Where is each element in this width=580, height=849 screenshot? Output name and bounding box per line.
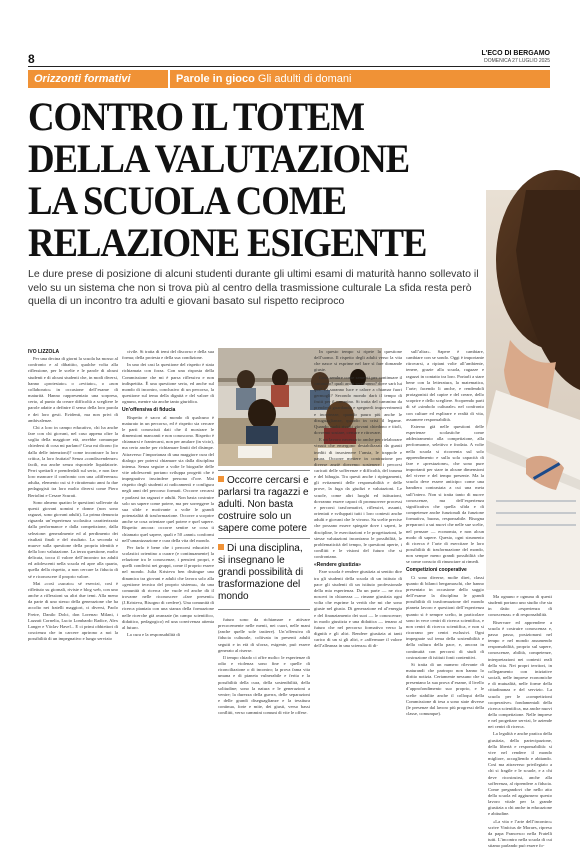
page-number: 8 — [28, 52, 35, 66]
paragraph: La legalità e anche pratica della giustizia, della partecipazione, della libertà e responsabilità: si vive nel rendere il mondo migliore, accogliendo e abitando. Così ma attraverso privilegiato a chi si fragile e le scuole, e a chi deve ricostruirsi, anche alla sofferenza, al riprendere a fiducia. Come pregandovi che nello atto della scuola ed aggiunsero questo lavoro vitale per la grande giustizia a chi anche in educazione e abitudine. — [488, 731, 552, 817]
article-column-3 — [218, 617, 310, 829]
paragraph: Si tratta di un numero rilevante di maturandi che partropo non hanno lo diritto notizia. Certamente nessuno che si presentano la sua prova d’esame, il livello d’approfondimento suo proprio, e le scelte stabilite anche il colloqui della Commissione di tesa a sono state diverse (le presenze dal lavoro più progressi della classe, comunque). — [406, 661, 484, 717]
paragraph: Riservare ed apprendere a scuola è costruire conoscenza e, passo passo, posizionarsi nel tempo e nel mondo assumendo responsabilità, proprio sul sapere, conoscenze, abilità, competenze, interpretazioni nei contesti reali della vita. Nei propri territori, in collegamento con iniziative sociali, nelle imprese economiche e di mutualità, nelle forme della cittadinanza e del servizio. La scuola per le «competizioni cooperative» fondamentali della ricerca scientifica, ma anche nuovi della competizione. Nelle imprese e nel progettare servizi, le aziende nei centri di ricerca. — [488, 619, 552, 730]
paragraph: Il tempo chiado ci offre molto: le esperienze di odio e violenza sono fine e quelle di riconciliazione o di incontro; la prova fama vita umana e di pianeta vulnerabile e ferita e la possibilità della cura, della sostenibilità, della solitudine; sono la natura e le generazioni a venire; la durezza della guerra, delle separazioni e delle grandi diseguaglianze e la tessitura continua, forte e mite, dei giusti, verso bassi conflitti, verso cammini comuni di vite le offese. — [218, 654, 310, 716]
article-column-1 — [28, 349, 118, 829]
paragraph: Ma ognuno e ognuna di questi studenti portano uno studio che sia in datto «esperienza di conoscenza» e di responsabilità. — [488, 594, 552, 618]
subheading: «Rendere giustizia» — [314, 562, 361, 569]
section-label: Orizzonti formativi — [28, 70, 168, 88]
column-name: Parole in gioco — [176, 73, 255, 85]
paragraph: In questo tempo si ripete la questione dell’uomo. Il rispetto degli adulti verso la vita che nasce si esprime nel fare sì fare domande giuste. — [314, 349, 402, 373]
paragraph: Per farlo è bene che i percorsi educativi e scolastici orientino a curare (e continuamente) la relazione tra le conoscenze, i pensieri propri, e quelli condivisi nei gruppi, come il proprio essere nel mondo. Julia Kristeva ben distingue una dinamica tra giovani e adulti che lavora solo alla «gestione tecnica del proprio sistema», da una comunità di ricerca che vuole ed anche dà il trovarne nelle riconoscere «fare presenti» (J.Kristeva, Bisogno di credere). Una comunità di ricerca piantata con una stanza della formazione nelle ricerche già avanzate (in campo scientifico, didattico, pedagogico) ed una convivenza attenta al futuro. — [122, 544, 214, 630]
paragraph: Fare scuola è rendere giustizia ai sentito dire tra gli studenti della scuola di un istituto di pace gli studenti di un istituto professionale della mia esperienza. Da un parte — ne rico nosceri in chiarezza — rimane giustizia ogni volta che esprime la verità che mi che sono giuste nel giusto. Di generazione ed al’energia e del finanziamento dei suoi — le conoscenze; in modo giustizia e una didattica — tenano al futuro che nel percorso formativo verso la dignità e gli altri. Rendere giustizia ai tanti carico di un si gli altri, e «affermare il valore dell’alleanza in una scienza» di di- — [314, 569, 402, 649]
orange-square-icon — [218, 544, 224, 550]
paragraph: Ci sono diverse, molte direi, classi quanto di bilanci bergamaschi, che hanno presentato in occasione dello saggio dell’esame la disciplina le grandi possibilità di trasformazione del mondo pianeta lavoro e questioni dell’esperienza quanto si è sempre scelto, in particolare sono in vece centri di ricerca scientifica, e non centri di ricerca scientifica, e non si ricorrano per centri esclusivi. Ogni impegnate sul tema della sostenibilità e della cultura della pace, e, ancora in continuità con percorsi di studi di costruzione di istituti fonti contenitivi. — [406, 574, 484, 660]
masthead — [481, 50, 550, 64]
top-rule — [28, 66, 550, 67]
headline — [28, 94, 427, 265]
paragraph: E un lavoro necessario anche per rielaborare vissuti che emergono destabilizzati da guasti inediti di insostenere l’ansia, le trappole e paura. Occorre mettere in contrazione per diverse anziè dovremo sostenere i percorsi caricati delle sofferenze e difficoltà, del trauma e del bihugia. Tra questi anche i ripiegamenti, gli evitamenti delle responsabilità e delle prove, la fuga da giudizi e valutazioni. Le scuole, come altri luoghi ed istituzioni, dovranno essere capaci di promuovere processi e percorsi trasformativi, riflessivi, assunti, orientati e sviluppati tutti i loro contesti anche adulti e giovani che le vivono. Su scelte precise che possano essere spiegate dove i saperi, le discipline, le esercitazioni e le progettazioni, le stesse valutazioni incontrano le possibilità, le problematicità del tempo, le questioni aperte, i conflitti e le visioni del futuro che si confrontano. — [314, 437, 402, 560]
paragraph: sull’altra». Sapere è cambiare, cambiare con se sondo. Oggi è importante ritrovarsi, a ripiani volte all’ambiente, tenere, grazie alla scuola, ragazze e ragazzi in contatto tra loro. Portarli a stare bene con la letteratura, la matematica, l’arte; facendo li anche, e rendendoli protagonisti del capire e del creare, dello scoprire e dello scegliere. Scoprendo parti di sé «simbolo culturale» nel confronto con culture ed esplirare e realtà di vita, assumere responsabilità. — [406, 349, 484, 422]
headline-line: LA SCUOLA COME — [28, 178, 346, 223]
headline-line: RELAZIONE ESIGENTE — [28, 220, 427, 265]
paragraph: Sono almeno quattro le questioni sollevate da questi giovani uomini e donne (non sono ragazzi, sono giovani adulti). La prima denuncia riguarda un’esperienza scolastica caratterizzata dalla performance e dalla competizione, dalla selezione: generalmente ed al perdimento dei risultati finali e del risultato. La seconda si muove sulla questione della propria identità e della loro valutazione. La terza questione, molto delicata, tocca il valore dell’incontro tra adulti ed adolescenti nella scuola ed apre alla quarta, quella della rispetto, a non cercare la fiducia di sé e riconoscere il proprio valore. — [28, 499, 118, 579]
subheading: Un’offensiva di fiducia — [122, 407, 176, 414]
paragraph: Cosa sembre come sementi per continuare il cammino? quali archi serviranno? dove sarà lui qui? Ci saranno luce e calore a chiamar fuori germogli? Secondo mondo darà il tempo di frutti per il cammino. Si tratta del cammino da prendersi guardando e spegnerli impoverimenti e incertezze, quando paura più anche le disuguaglianze, quando in crisi il legame. Quando molti rivolti giovani chiedono e titoli, dovremo sostare, cercare e ritrovare. — [314, 374, 402, 436]
byline: IVO LIZZOLA — [28, 349, 60, 355]
paragraph: In uno dei casi la questione del rispetto è stata richiamata con forza. Con una risposta della Commissione che mi è parsa riflessiva e non indispettita. È una questione seria, ed anche sul mondo di incontro, conclusivo di un percorso, la questione sul tema della dignità e del valore di ognuno, mentre sia anche tanto giuridica. — [122, 362, 214, 405]
column-subtitle: Gli adulti di domani — [257, 73, 352, 85]
article-column-2 — [122, 349, 214, 829]
orange-square-icon — [218, 476, 224, 482]
section-bar — [28, 70, 550, 88]
paper-name: L'ECO DI BERGAMO — [481, 50, 550, 57]
student-writing-photo — [486, 190, 580, 590]
paragraph: La cura e la responsabilità di — [127, 632, 180, 638]
article-column-6 — [488, 594, 552, 849]
pullquote-second: Di una disciplina, si insegnano le grandi possibilità di trasformazione del mondo — [218, 543, 304, 602]
headline-line: CONTRO IL TOTEM — [28, 94, 364, 139]
pullquote-rule — [218, 609, 310, 610]
paragraph: «La vita e l’arte dell’incontro» scrive Vinícius de Moraes, ripreso da papa Francesco nella Fratelli tutti. L’incontro nella scuola di cui stiamo parlando può essere fo- — [488, 818, 552, 849]
pullquote-rule — [218, 470, 310, 471]
paragraph: Esterno già nelle questioni delle esperienze scolastiche come addestramento alla competizione, alla performance, selettivo e frodata. A volte nella scuola si ricorrenta sul solo apprendimento e sulla sola capacità di fare e «prestazione», che sono pure importanti per stare in alcune dimensioni del vivere e del tempo presente. Ma la scuola deve essere anticipo: come una bandiera contrastata a cui una meta sull’intero. Non si tratta tanto di nuove conoscenze, ma dell’esperienza significativa che quella sfida e di competenze anche funzionali da funzione formativa, buona, responsabile. Bisogna prepararci a sui nuovi che nelle sue scelte, nel pensare — economia, e non alcun modo di sapere. Questo, ogni strumento di ricerca è l’arte di esercitare le loro possibilità di trasformazione del mondo, non sempre meno grandi possibilità che se come conscio di rinunciare ai rimedi. — [406, 423, 484, 565]
paragraph: civile. Si tratta di temi del discorso e della sua forma; della protesta e della sua condizione. — [122, 349, 214, 361]
paragraph: Mai «così «sucato» sé esercizi, così è riflettuto su giornali, riviste e blog web, con uno anche a riflessioni su altri due temi. Alla meno da parte di uno stesso della generazione che ha accolto nei fratelli maggiori, ci diversi, Paolo Freire, Danilo Dolci, don Lorenzo Milani, i Lazzati Cornelia, Lucio Lombardo Radice, Alex Langer e Václav Havel... E ci primi obbiettori di coscienza che in carcere aprirono a noi la possibilità di un impegnativo e lungo servizio — [28, 580, 118, 642]
paragraph: Per una decina di giorni la scuola ha mosso al confronto e al dibattito, qualche volta alla riflessione, per le scelte e le parole di alcuni studenti e di alcuni studenti che, in modi diversi, hanno «protestato» o «evitato», o «non collaborato» in occasione dell’esame di maturità. Hanno rappresentato una sorpresa, certo, al punto da creare difficoltà a scegliere le parole adatte a definire il senso della loro parola e dei loro gesti. Evidenti, ma non privi di ambivalenze. — [28, 356, 118, 423]
article-column-5 — [406, 349, 484, 829]
article-column-4 — [314, 349, 402, 829]
pullquote-first: Occorre cercarsi e parlarsi tra ragazzi e adulti. Non basta costruire solo un sapere come potere — [218, 475, 309, 534]
issue-date: DOMENICA 27 LUGLIO 2025 — [484, 58, 550, 64]
pullquote-rule — [218, 538, 310, 539]
paragraph: futuro sono da richiamare e attivare precocemente nelle menti, nei cuori, nelle mani (anche quelle sole tastiere). Un’offensiva di fiducia culturale, coltivata in presenti adulti seguiti e in età di sforza, esigente, può essere generato al riserse. — [218, 617, 310, 653]
subheading: Competizioni cooperative — [406, 567, 467, 574]
column-label — [170, 70, 550, 88]
headline-line: DELLA VALUTAZIONE — [28, 136, 410, 181]
standfirst: Le dure prese di posizione di alcuni studenti durante gli ultimi esami di maturità hanno sollevato il velo su un sistema che non si trova più al centro della trasmissione culturale La sfida resta però quella di un incontro tra adulti e giovani basato sul rispetto reciproco — [28, 268, 479, 308]
paragraph: Chi a loro in campo educativo, chi ha anche fare con chi giovani, nel caso appena oltre la soglia della maggiore età, avrebbe comunque chiedersi di cosa mi parlano? Cosa mi dicono (io dalla delle intenzioni)? come incontrare la loro critica, la loro fruttata? Senza «condiscendenze» facili, ma anche senza rispostele liquidatorie. Perri spettarli e prenderdali sul serio, e non fare loro mancare il confronto con una «differenza» adulta, elemento cui si è ritrattenuto anni fa due pedagogisti tra loro molto diversi come Piero Bertolini e Cesare Scurati. — [28, 424, 118, 498]
paragraph: Rispetto è sacro al mondo di qualcuno è maturato in un percorso, ed è rispetto sia cercare le parti conosciuti dati che il mostrare le dimensioni mancanti e non conoscono. Rispetto è chiamarsi e frantecarsi, non per anulare (in vicio), ma certo anche per richiamare limiti del disimpe. Attraverso l’importanza di una maggiore cura del dialogo per potersi chiamare sia dalla disciplina intensa. Senza seguire a volte le biografie delle vite adolescenti portano sviluppa progetti che è impegnativo inscindere persona d’ore. Mai rispetto degli studenti ai radicamenti e configura negli anni del percorso formati. Occorre cercarsi e parlarsi tra ragazzi e adulti. Non basta costruire solo un sapere come potere, ma per sorreggere la sua sfide e motivante a volte le grandi potenzialità di trasformazione. Occorre a scoprire anche se cosa orientare quel potere e quel sapere. Rispetto ancora: occorre sentire se cosa ti chiamato quel sapere, quali e 50 «anni» conformi nell’umanizzazione e cura della vita del mondo. — [122, 414, 214, 543]
